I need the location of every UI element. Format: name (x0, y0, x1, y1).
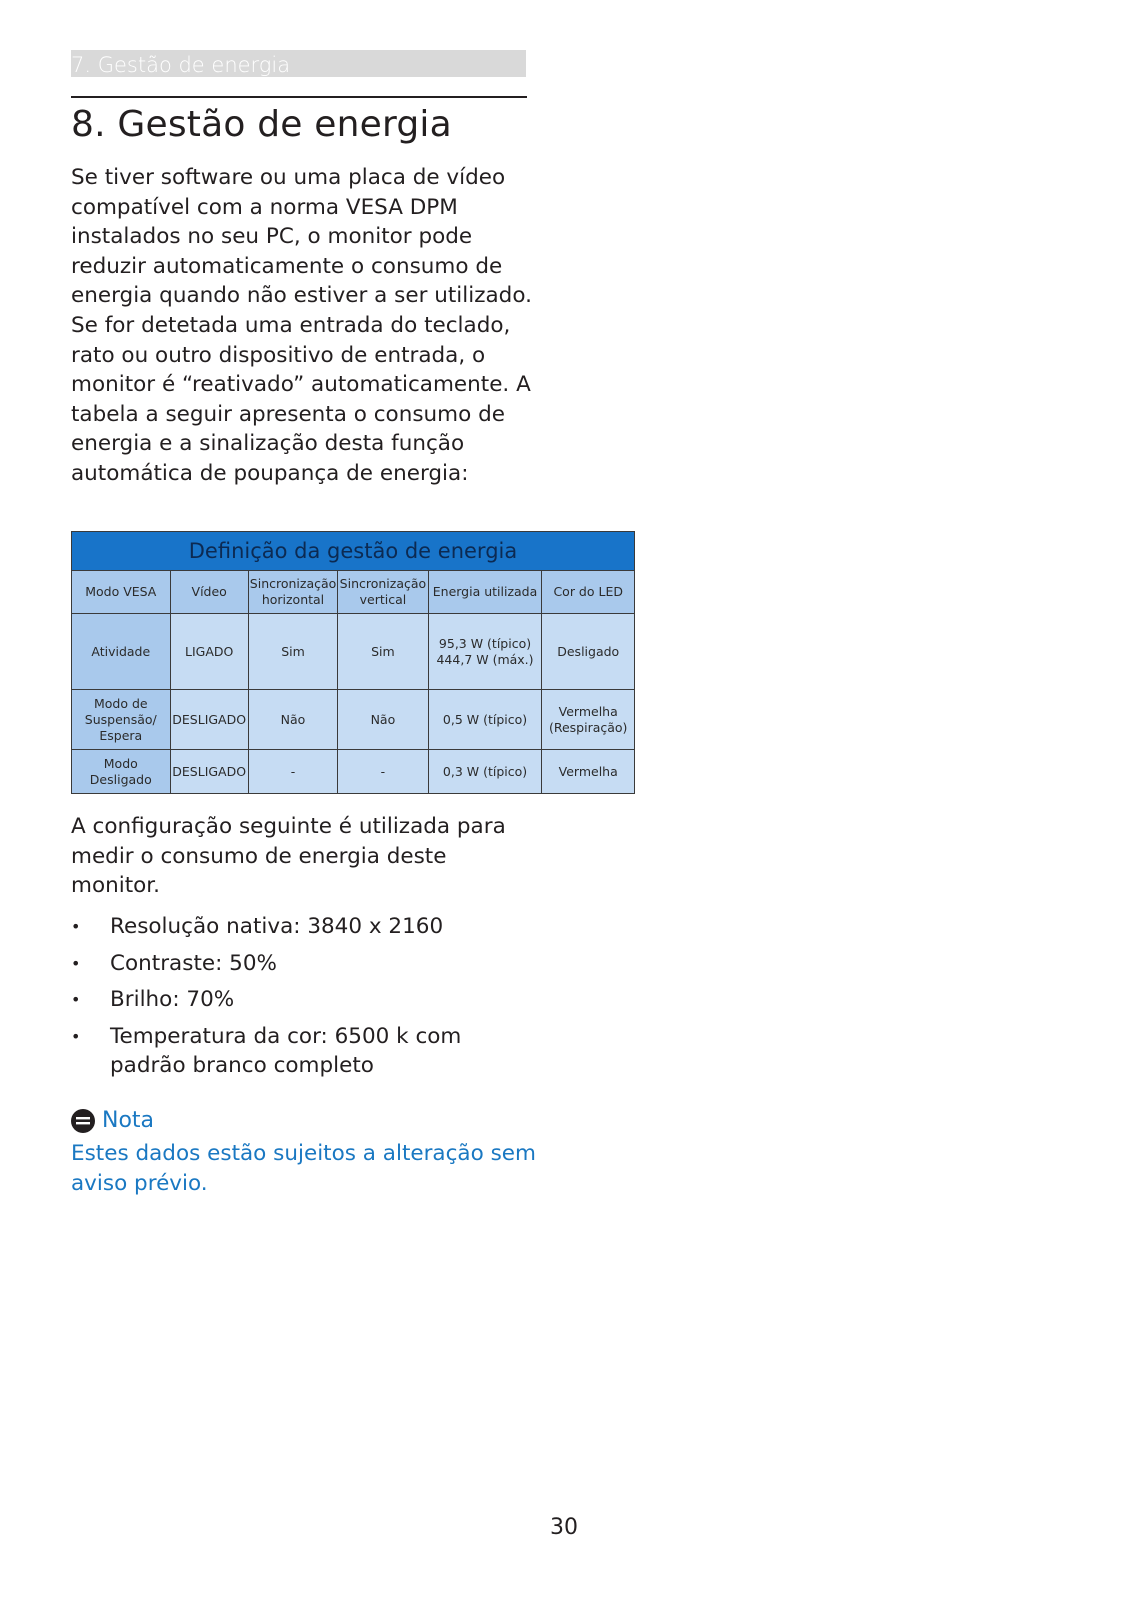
config-paragraph: A configuração seguinte é utilizada para medir o consumo de energia deste monitor. (71, 814, 506, 899)
table-cell: DESLIGADO (170, 750, 248, 794)
table-cell: 0,5 W (típico) (428, 690, 542, 750)
table-cell: 95,3 W (típico) 444,7 W (máx.) (428, 614, 542, 690)
table-cell: Sim (338, 614, 428, 690)
table-cell: Vermelha (542, 750, 635, 794)
power-management-table (71, 531, 635, 794)
table-cell: Não (338, 690, 428, 750)
page-title: 8. Gestão de energia (71, 104, 452, 145)
list-item: • Resolução nativa: 3840 x 2160 (71, 912, 541, 942)
table-cell: Desligado (542, 614, 635, 690)
table-cell: Não (248, 690, 337, 750)
table-caption: Definição da gestão de energia (72, 532, 635, 571)
title-rule (71, 96, 527, 98)
table-cell: Vermelha (Respiração) (542, 690, 635, 750)
table-cell: - (248, 750, 337, 794)
note-icon (71, 1109, 95, 1133)
table-cell: 0,3 W (típico) (428, 750, 542, 794)
header-cell: Vídeo (170, 571, 248, 614)
list-item: • Brilho: 70% (71, 985, 541, 1015)
list-item: • Contraste: 50% (71, 949, 541, 979)
table-cell: DESLIGADO (170, 690, 248, 750)
note-heading (71, 1106, 154, 1136)
table-header-row (72, 571, 635, 614)
table-row (72, 614, 635, 690)
page-number: 30 (550, 1515, 578, 1540)
header-cell: Sincronização vertical (338, 571, 428, 614)
table-cell: Atividade (72, 614, 171, 690)
header-cell: Modo VESA (72, 571, 171, 614)
header-cell: Cor do LED (542, 571, 635, 614)
running-header: 7. Gestão de energia (71, 50, 526, 77)
note-title: Nota (102, 1108, 155, 1133)
table-cell: LIGADO (170, 614, 248, 690)
table-cell: - (338, 750, 428, 794)
list-item: • Temperatura da cor: 6500 k com padrão branco completo (71, 1022, 541, 1081)
header-cell: Energia utilizada (428, 571, 542, 614)
settings-list (71, 912, 541, 1088)
table-cell: Modo Desligado (72, 750, 171, 794)
table-row (72, 750, 635, 794)
table-cell: Sim (248, 614, 337, 690)
table-row (72, 690, 635, 750)
header-cell: Sincronização horizontal (248, 571, 337, 614)
note-text: Estes dados estão sujeitos a alteração sem aviso prévio. (71, 1141, 536, 1196)
intro-paragraph: Se tiver software ou uma placa de vídeo compatível com a norma VESA DPM instalados no seu PC, o monitor pode reduzir automaticamente o consumo de energia quando não estiver a ser utilizado. Se for detetada uma entrada do teclado, rato ou outro dispositivo de entrada, o monitor é “reativado” automaticamente. A tabela a seguir apresenta o consumo de energia e a sinalização desta função automática de poupança de energia: (71, 165, 532, 486)
table-cell: Modo de Suspensão/ Espera (72, 690, 171, 750)
